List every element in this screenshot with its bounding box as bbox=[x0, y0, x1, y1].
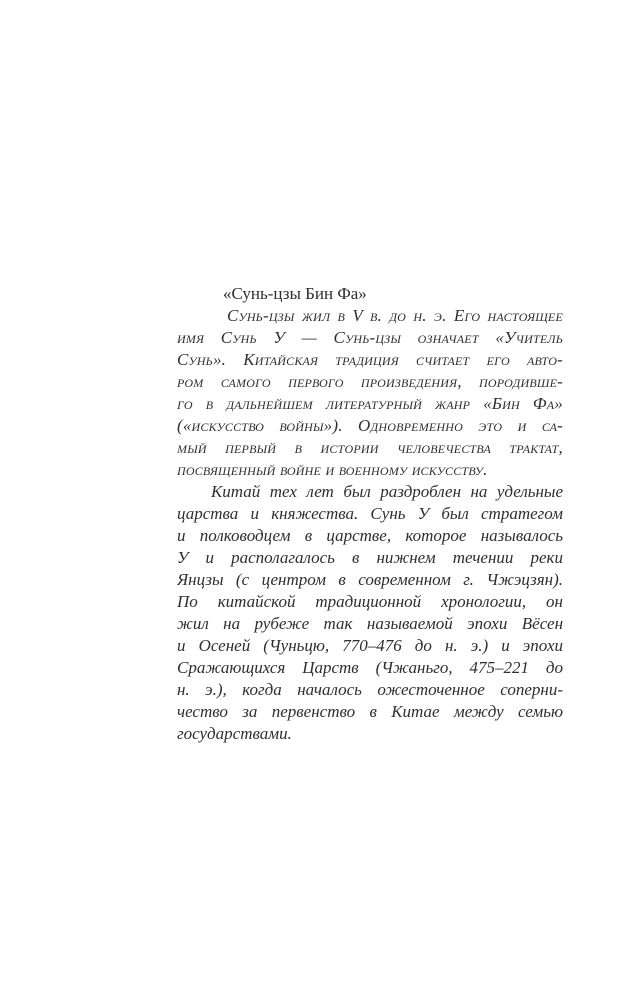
text-line: мый первый в истории человечества трактат, bbox=[177, 438, 563, 457]
text-line: («искусство войны»). Одновременно это и са- bbox=[177, 416, 563, 435]
text-line: Сунь-цзы жил в V в. до н. э. Его настоящее bbox=[227, 306, 563, 325]
text-line: чество за первенство в Китае между семью bbox=[177, 702, 563, 721]
text-line: По китайской традиционной хронологии, он bbox=[177, 592, 563, 611]
text-line: имя Сунь У — Сунь-цзы означает «Учитель bbox=[177, 328, 563, 347]
text-line: и полководцем в царстве, которое называлось bbox=[177, 526, 563, 545]
text-line: Сунь». Китайская традиция считает его авто- bbox=[177, 350, 563, 369]
text-line: жил на рубеже так называемой эпохи Вёсен bbox=[177, 614, 563, 633]
text-line: го в дальнейшем литературный жанр «Бин Фа» bbox=[177, 394, 563, 413]
text-line: царства и княжества. Сунь У был стратегом bbox=[177, 504, 563, 523]
text-line: государствами. bbox=[177, 724, 292, 743]
text-line: Сражающихся Царств (Чжаньго, 475–221 до bbox=[177, 658, 563, 677]
text-line: и Осеней (Чуньцю, 770–476 до н. э.) и эпохи bbox=[177, 636, 563, 655]
text-line: посвященный войне и военному искусству. bbox=[177, 460, 488, 479]
text-line: Янцзы (с центром в современном г. Чжэцзян). bbox=[177, 570, 563, 589]
text-line: Китай тех лет был раздроблен на удельные bbox=[211, 482, 563, 501]
text-block bbox=[177, 283, 563, 745]
text-line: н. э.), когда началось ожесточенное соперни- bbox=[177, 680, 563, 699]
text-line: У и располагалось в нижнем течении реки bbox=[177, 548, 563, 567]
page-title: «Сунь-цзы Бин Фа» bbox=[223, 284, 367, 303]
text-line: ром самого первого произведения, породивше- bbox=[177, 372, 563, 391]
